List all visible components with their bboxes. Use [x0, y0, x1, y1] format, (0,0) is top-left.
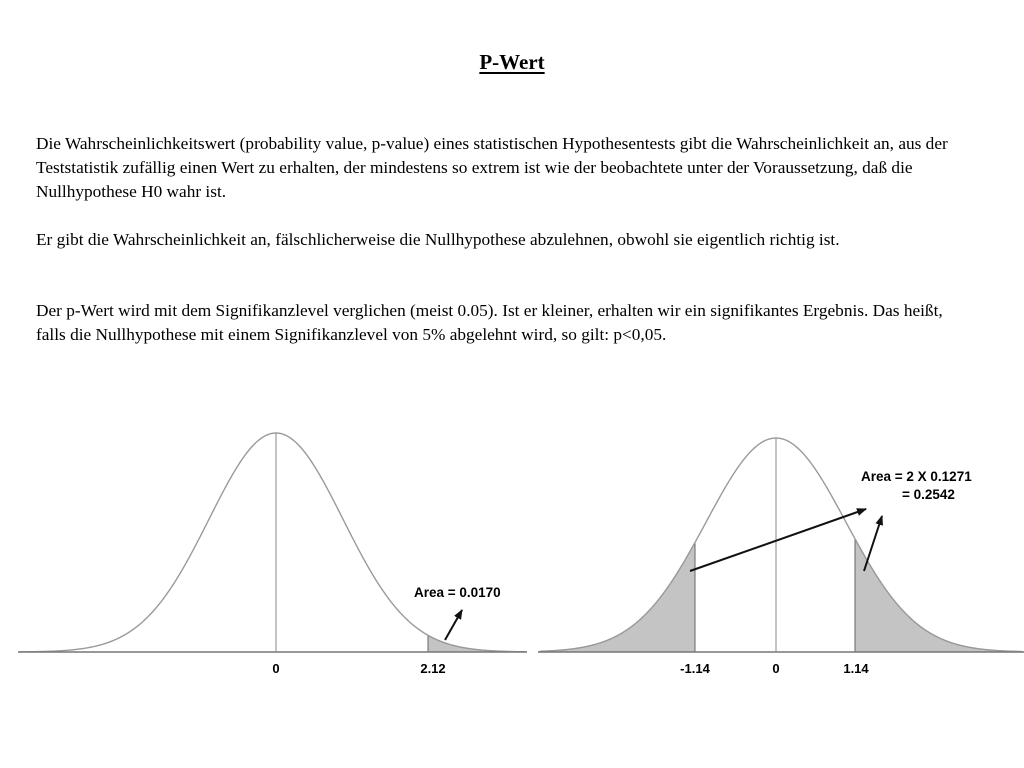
left-tick-zero: 0	[272, 661, 280, 676]
right-area-label-line2: = 0.2542	[902, 487, 955, 502]
paragraph-significance: Der p-Wert wird mit dem Signifikanzlevel verglichen (meist 0.05). Ist er kleiner, erhalten wir ein signifikantes Ergebnis. Das heißt, falls die Nullhypothese mit einem Signifikanzlevel von 5% abgelehnt wird, so gilt: p<0,05.	[36, 301, 943, 344]
paragraph-definition: Die Wahrscheinlichkeitswert (probability value, p-value) eines statistischen Hypothesentests gibt die Wahrscheinlichkeit an, aus der Teststatistik zufällig einen Wert zu erhalten, der mindestens so extrem ist wie der beobachtete unter der Voraussetzung, daß die Nullhypothese H0 wahr ist.	[36, 134, 948, 201]
left-tick-cutoff: 2.12	[420, 661, 446, 676]
left-area-arrow	[445, 610, 462, 640]
right-area-arrow-long	[690, 509, 866, 571]
right-area-arrow-short	[864, 516, 882, 571]
right-tick-positive: 1.14	[843, 661, 869, 676]
right-area-label-line1: Area = 2 X 0.1271	[861, 469, 972, 484]
right-tick-negative: -1.14	[680, 661, 710, 676]
slide-title-text: P-Wert	[479, 50, 545, 74]
right-diagram	[538, 438, 1024, 676]
left-diagram	[18, 433, 527, 676]
paragraph-error-probability: Er gibt die Wahrscheinlichkeit an, fälschlicherweise die Nullhypothese abzulehnen, obwohl sie eigentlich richtig ist.	[36, 230, 840, 249]
right-right-tail-shade	[855, 539, 1022, 652]
left-normal-curve	[20, 433, 525, 652]
right-tick-zero: 0	[772, 661, 780, 676]
left-area-label: Area = 0.0170	[414, 585, 501, 600]
